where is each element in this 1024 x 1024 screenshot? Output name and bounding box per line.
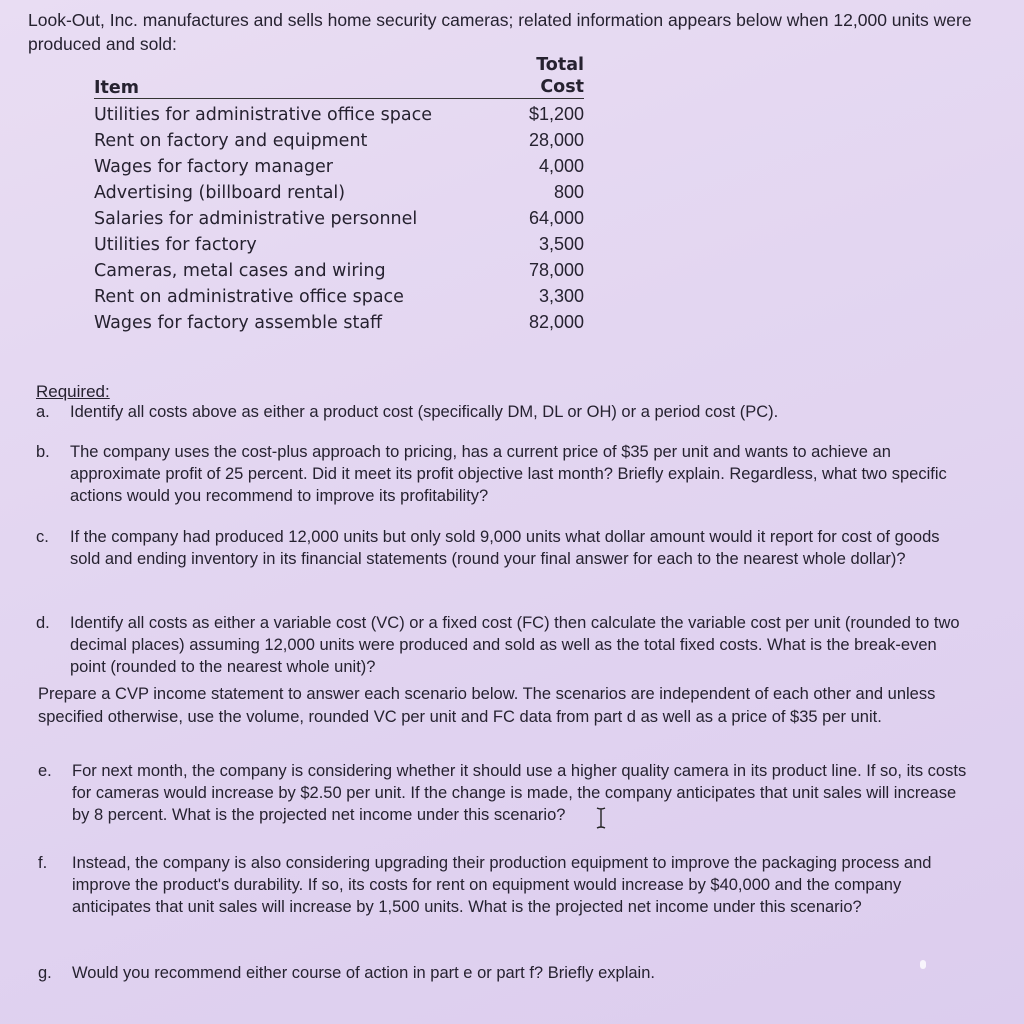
cost-cell: 64,000 <box>528 208 584 228</box>
cost-cell: 4,000 <box>538 156 584 176</box>
item-cell: Cameras, metal cases and wiring <box>94 261 386 281</box>
required-heading: Required: <box>36 382 110 401</box>
item-cell: Rent on factory and equipment <box>94 131 368 151</box>
item-column-header: Item <box>94 54 506 99</box>
cost-cell: 28,000 <box>528 130 584 150</box>
question-e <box>38 760 973 826</box>
item-cell: Utilities for administrative office space <box>94 105 432 125</box>
question-text: If the company had produced 12,000 units but only sold 9,000 units what dollar amount would it report for cost of goods sold and ending inventory in its financial statements (round your final answer for each to the nearest whole dollar)? <box>70 528 940 568</box>
cost-cell: $1,200 <box>528 104 584 124</box>
item-cell: Wages for factory assemble staff <box>94 313 383 333</box>
cost-header-line-1: Total <box>536 55 584 75</box>
question-c <box>36 526 971 570</box>
item-cell: Salaries for administrative personnel <box>94 209 418 229</box>
question-text: Identify all costs above as either a product cost (specifically DM, DL or OH) or a period cost (PC). <box>70 403 779 421</box>
cost-cell: 800 <box>553 182 584 202</box>
table-row <box>94 151 584 177</box>
cost-cell: 3,300 <box>538 286 584 306</box>
question-b <box>36 441 971 507</box>
table-row <box>94 99 584 126</box>
question-d <box>36 612 971 678</box>
question-a <box>36 401 971 423</box>
light-glare-spot <box>920 960 926 969</box>
intro-paragraph: Look-Out, Inc. manufactures and sells home security cameras; related information appears below when 12,000 units were produced and sold: <box>28 10 972 54</box>
text-cursor-icon <box>595 807 607 829</box>
question-letter: b. <box>36 443 50 461</box>
question-text: Would you recommend either course of action in part e or part f? Briefly explain. <box>72 964 655 982</box>
question-text: Instead, the company is also considering upgrading their production equipment to improve the packaging process and improve the product's durability. If so, its costs for rent on equipment would increase by $40,000 and the company anticipates that unit sales will increase by 1,500 units. What is the projected net income under this scenario? <box>72 854 932 916</box>
table-row <box>94 307 584 333</box>
question-letter: f. <box>38 854 48 872</box>
cost-cell: 82,000 <box>528 312 584 332</box>
table-row <box>94 177 584 203</box>
question-f <box>38 852 973 918</box>
cost-cell: 78,000 <box>528 260 584 280</box>
cost-cell: 3,500 <box>538 234 584 254</box>
total-cost-column-header <box>506 54 584 99</box>
table-row <box>94 203 584 229</box>
table-row <box>94 229 584 255</box>
question-text: The company uses the cost-plus approach to pricing, has a current price of $35 per unit and wants to achieve an approximate profit of 25 percent. Did it meet its profit objective last month? Briefly explain. Regardless, what two specific actions would you recommend to improve its profitability? <box>70 443 947 505</box>
question-letter: a. <box>36 403 50 421</box>
item-cell: Wages for factory manager <box>94 157 333 177</box>
cost-table <box>94 54 584 333</box>
question-text: Identify all costs as either a variable cost (VC) or a fixed cost (FC) then calculate the variable cost per unit (rounded to two decimal places) assuming 12,000 units were produced and sold as well as the total fixed costs. What is the break-even point (rounded to the nearest whole unit)? <box>70 614 960 676</box>
question-letter: g. <box>38 964 52 982</box>
question-g <box>38 962 973 984</box>
item-cell: Advertising (billboard rental) <box>94 183 346 203</box>
table-row <box>94 125 584 151</box>
cost-header-line-2: Cost <box>540 77 584 97</box>
table-row <box>94 281 584 307</box>
item-cell: Rent on administrative office space <box>94 287 404 307</box>
table-row <box>94 255 584 281</box>
question-letter: c. <box>36 528 49 546</box>
question-letter: e. <box>38 762 52 780</box>
question-letter: d. <box>36 614 50 632</box>
question-text: For next month, the company is considering whether it should use a higher quality camera in its product line. If so, its costs for cameras would increase by $2.50 per unit. If the change is made, the company anticipates that unit sales will increase by 8 percent. What is the projected net income under this scenario? <box>72 762 967 824</box>
cvp-instructions: Prepare a CVP income statement to answer each scenario below. The scenarios are independent of each other and unless specified otherwise, use the volume, rounded VC per unit and FC data from part d as well as a price of $35 per unit. <box>38 685 936 726</box>
item-cell: Utilities for factory <box>94 235 257 255</box>
